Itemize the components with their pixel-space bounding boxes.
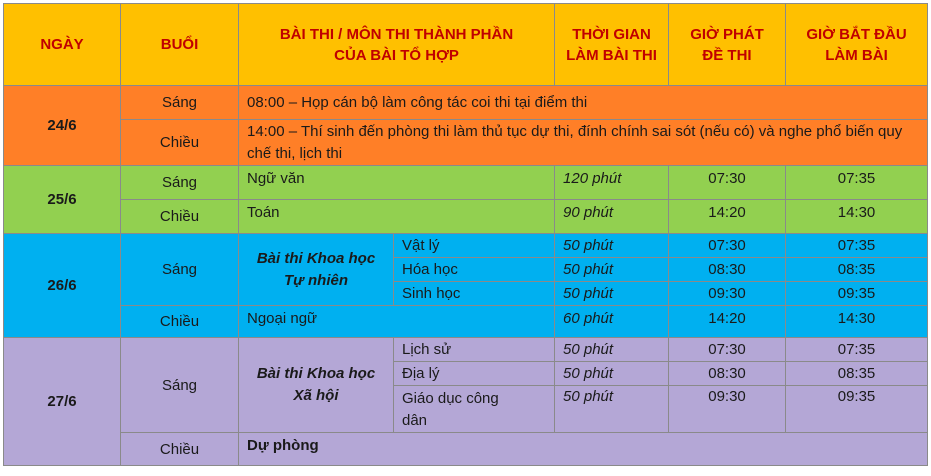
release-time-cell: 14:20 xyxy=(669,306,786,338)
release-time-cell: 09:30 xyxy=(669,386,786,433)
release-time-cell: 07:30 xyxy=(669,338,786,362)
subject-cell: Ngoại ngữ xyxy=(239,306,555,338)
session-cell: Sáng xyxy=(121,338,239,433)
subject-cell: Ngữ văn xyxy=(239,166,555,200)
header-duration: THỜI GIAN LÀM BÀI THI xyxy=(555,4,669,86)
duration-cell: 50 phút xyxy=(555,258,669,282)
subject-cell: Giáo dục công dân xyxy=(394,386,555,433)
note-cell: 08:00 – Họp cán bộ làm công tác coi thi tại điểm thi xyxy=(239,86,928,120)
table-row xyxy=(4,120,928,166)
release-time-cell: 09:30 xyxy=(669,282,786,306)
date-cell: 24/6 xyxy=(4,86,121,166)
start-time-cell: 08:35 xyxy=(786,258,928,282)
start-time-cell: 09:35 xyxy=(786,386,928,433)
release-time-cell: 08:30 xyxy=(669,258,786,282)
table-row xyxy=(4,166,928,200)
release-time-cell: 07:30 xyxy=(669,166,786,200)
subject-cell: Hóa học xyxy=(394,258,555,282)
table-row xyxy=(4,306,928,338)
start-time-cell: 08:35 xyxy=(786,362,928,386)
release-time-cell: 07:30 xyxy=(669,234,786,258)
date-cell: 27/6 xyxy=(4,338,121,466)
table-row xyxy=(4,338,928,362)
subject-cell: Lịch sử xyxy=(394,338,555,362)
subject-cell: Địa lý xyxy=(394,362,555,386)
session-cell: Chiều xyxy=(121,433,239,466)
duration-cell: 50 phút xyxy=(555,234,669,258)
header-session: BUỔI xyxy=(121,4,239,86)
subject-group-cell: Bài thi Khoa học Xã hội xyxy=(239,338,394,433)
start-time-cell: 14:30 xyxy=(786,200,928,234)
release-time-cell: 14:20 xyxy=(669,200,786,234)
start-time-cell: 09:35 xyxy=(786,282,928,306)
header-release-time: GIỜ PHÁT ĐỀ THI xyxy=(669,4,786,86)
subject-cell: Vật lý xyxy=(394,234,555,258)
session-cell: Sáng xyxy=(121,86,239,120)
subject-group-cell: Bài thi Khoa học Tự nhiên xyxy=(239,234,394,306)
duration-cell: 60 phút xyxy=(555,306,669,338)
header-subject: BÀI THI / MÔN THI THÀNH PHẦN CỦA BÀI TỔ HỢP xyxy=(239,4,555,86)
session-cell: Chiều xyxy=(121,120,239,166)
subject-cell: Toán xyxy=(239,200,555,234)
session-cell: Chiều xyxy=(121,306,239,338)
header-start-time: GIỜ BẮT ĐẦU LÀM BÀI xyxy=(786,4,928,86)
note-cell: Dự phòng xyxy=(239,433,928,466)
duration-cell: 50 phút xyxy=(555,338,669,362)
table-row xyxy=(4,200,928,234)
session-cell: Chiều xyxy=(121,200,239,234)
subject-cell: Sinh học xyxy=(394,282,555,306)
duration-cell: 50 phút xyxy=(555,282,669,306)
duration-cell: 50 phút xyxy=(555,362,669,386)
header-row xyxy=(4,4,928,86)
header-day: NGÀY xyxy=(4,4,121,86)
start-time-cell: 07:35 xyxy=(786,234,928,258)
note-cell: 14:00 – Thí sinh đến phòng thi làm thủ tục dự thi, đính chính sai sót (nếu có) và nghe phổ biến quy chế thi, lịch thi xyxy=(239,120,928,166)
table-row xyxy=(4,86,928,120)
duration-cell: 90 phút xyxy=(555,200,669,234)
duration-cell: 50 phút xyxy=(555,386,669,433)
release-time-cell: 08:30 xyxy=(669,362,786,386)
exam-schedule-table xyxy=(3,3,928,466)
start-time-cell: 14:30 xyxy=(786,306,928,338)
start-time-cell: 07:35 xyxy=(786,166,928,200)
table-row xyxy=(4,433,928,466)
start-time-cell: 07:35 xyxy=(786,338,928,362)
duration-cell: 120 phút xyxy=(555,166,669,200)
date-cell: 26/6 xyxy=(4,234,121,338)
table-row xyxy=(4,234,928,258)
date-cell: 25/6 xyxy=(4,166,121,234)
session-cell: Sáng xyxy=(121,234,239,306)
session-cell: Sáng xyxy=(121,166,239,200)
